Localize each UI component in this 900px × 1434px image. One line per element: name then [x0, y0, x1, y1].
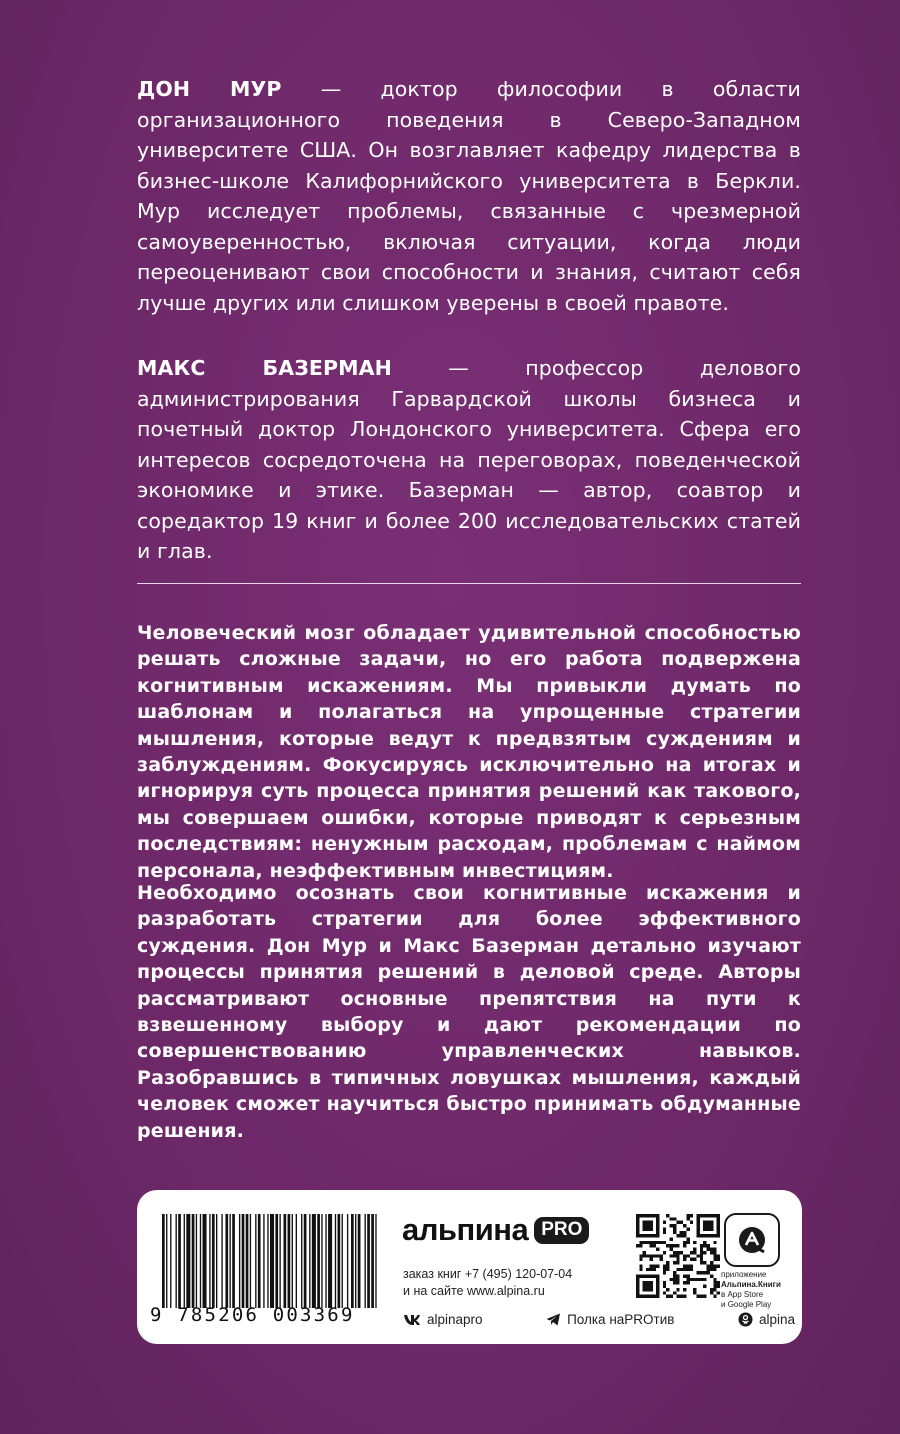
app-icon	[724, 1213, 780, 1267]
social-ok-label: alpina	[758, 1312, 795, 1327]
isbn-number: 9 785206 003369	[150, 1304, 355, 1326]
barcode	[162, 1214, 380, 1308]
author-name-don-moore: ДОН МУР	[137, 77, 282, 101]
app-store-note	[721, 1270, 801, 1310]
author-name-max-bazerman: МАКС БАЗЕРМАН	[137, 356, 392, 380]
social-ok[interactable]	[738, 1312, 795, 1327]
social-telegram[interactable]	[546, 1312, 674, 1327]
social-vk[interactable]	[403, 1312, 483, 1327]
publisher-logo	[402, 1212, 589, 1248]
odnoklassniki-icon	[738, 1312, 753, 1327]
order-info	[403, 1266, 633, 1300]
publisher-name: альпина	[402, 1212, 529, 1247]
order-website: и на сайте www.alpina.ru	[403, 1284, 545, 1298]
author-bio-max-bazerman	[137, 353, 801, 567]
app-note-line: в App Store	[721, 1290, 764, 1299]
app-note-line: и Google Play	[721, 1300, 772, 1309]
social-links	[403, 1312, 795, 1327]
blurb-paragraph-2: Необходимо осознать свои когнитивные искажения и разработать стратегии для более эффективного суждения. Дон Мур и Макс Базерман детально изучают процессы принятия решений в деловой среде. Авторы рассматривают основные препятствия на пути к взвешенному выбору и дают рекомендации по совершенствованию управленческих навыков. Разобравшись в типичных ловушках мышления, каждый человек сможет научиться быстро принимать обдуманные решения.	[137, 882, 801, 1142]
author-bio-text: — доктор философии в области организационного поведения в Северо-Западном университете США. Он возглавляет кафедру лидерства в бизнес-школе Калифорнийского университета в Беркли. Мур исследует проблемы, связанные с чрезмерной самоуверенностью, включая ситуации, когда люди переоценивают свои способности и знания, считают себя лучше других или слишком уверены в своей правоте.	[137, 77, 801, 315]
qr-code	[636, 1214, 720, 1298]
divider-line	[137, 583, 801, 584]
blurb-paragraph-1: Человеческий мозг обладает удивительной способностью решать сложные задачи, но его работа подвержена когнитивным искажениям. Мы привыкли думать по шаблонам и полагаться на упрощенные стратегии мышления, которые ведут к предвзятым суждениям и заблуждениям. Фокусируясь исключительно на итогах и игнорируя суть процесса принятия решений как такового, мы совершаем ошибки, которые приводят к серьезным последствиям: ненужным расходам, проблемам с наймом персонала, неэффективным инвестициям.	[137, 622, 801, 882]
social-telegram-label: Полка наPROтив	[567, 1312, 675, 1327]
author-bio-text: — профессор делового администрирования Гарвардской школы бизнеса и почетный доктор Лондонского университета. Сфера его интересов сосредоточена на переговорах, поведенческой экономике и этике. Базерман — автор, соавтор и соредактор 19 книг и более 200 исследовательских статей и глав.	[137, 356, 801, 563]
social-vk-label: alpinapro	[427, 1312, 483, 1327]
app-note-line: Альпина.Книги	[721, 1280, 781, 1289]
telegram-icon	[546, 1313, 561, 1326]
publisher-badge: PRO	[534, 1217, 589, 1244]
alpina-app-icon	[735, 1223, 769, 1257]
order-phone: заказ книг +7 (495) 120-07-04	[403, 1267, 573, 1281]
vk-icon	[403, 1314, 421, 1326]
app-note-line: приложение	[721, 1270, 767, 1279]
publisher-panel	[137, 1190, 802, 1344]
author-bio-don-moore	[137, 74, 801, 318]
